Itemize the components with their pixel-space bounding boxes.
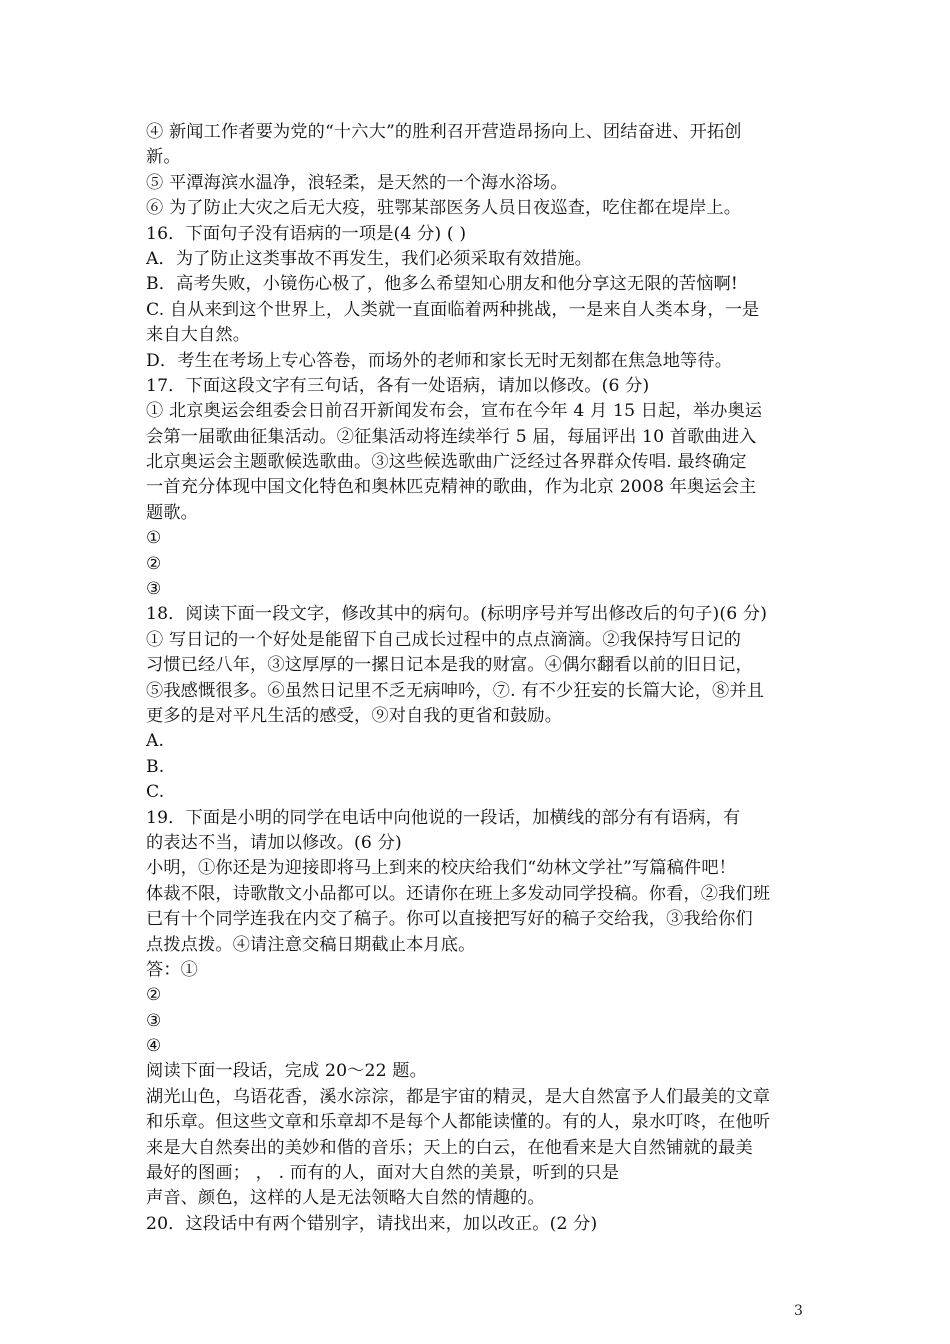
question-20-title: 20．这段话中有两个错别字，请找出来，加以改正。(2 分) bbox=[146, 1213, 598, 1234]
text-line: 最好的图画； ， . 而有的人，面对大自然的美景，听到的只是 bbox=[146, 1163, 620, 1184]
text-line: 和乐章。但这些文章和乐章却不是每个人都能读懂的。有的人，泉水叮咚，在他听 bbox=[146, 1112, 771, 1133]
text-line: 更多的是对平凡生活的感受，⑨对自我的更省和鼓励。 bbox=[146, 705, 563, 726]
text-line: ⑤我感慨很多。⑥虽然日记里不乏无病呻吟，⑦. 有不少狂妄的长篇大论，⑧并且 bbox=[146, 680, 765, 701]
text-line: 来自大自然。 bbox=[146, 325, 251, 346]
text-line: 小明，①你还是为迎接即将马上到来的校庆给我们“幼林文学社”写篇稿件吧！ bbox=[146, 858, 737, 879]
question-19-title: 19．下面是小明的同学在电话中向他说的一段话，加横线的部分有有语病，有 bbox=[146, 807, 741, 828]
text-line: 习惯已经八年，③这厚厚的一摞日记本是我的财富。④偶尔翻看以前的旧日记， bbox=[146, 655, 753, 676]
option-b: B．高考失败，小镜伤心极了，他多么希望知心朋友和他分享这无限的苦恼啊! bbox=[146, 274, 738, 295]
text-line: 题歌。 bbox=[146, 502, 199, 523]
answer-marker: A. bbox=[146, 731, 165, 752]
text-line: ⑤ 平潭海滨水温净，浪轻柔，是天然的一个海水浴场。 bbox=[146, 172, 568, 193]
answer-marker: ② bbox=[146, 985, 162, 1006]
answer-marker: 答：① bbox=[146, 959, 199, 980]
answer-marker: C. bbox=[146, 782, 165, 803]
answer-marker: ④ bbox=[146, 1036, 162, 1057]
text-line: ⑥ 为了防止大灾之后无大疫，驻鄂某部医务人员日夜巡查，吃住都在堤岸上。 bbox=[146, 198, 742, 219]
answer-marker: ① bbox=[146, 528, 162, 549]
text-line: 来是大自然奏出的美妙和偕的音乐；天上的白云，在他看来是大自然铺就的最美 bbox=[146, 1137, 753, 1158]
option-d: D．考生在考场上专心答卷，而场外的老师和家长无时无刻都在焦急地等待。 bbox=[146, 350, 733, 371]
text-line: 声音、颜色，这样的人是无法领略大自然的情趣的。 bbox=[146, 1188, 545, 1209]
text-line: 点拨点拨。④请注意交稿日期截止本月底。 bbox=[146, 934, 476, 955]
reading-instruction: 阅读下面一段话，完成 20～22 题。 bbox=[146, 1061, 427, 1082]
answer-marker: ③ bbox=[146, 1010, 162, 1031]
text-line: 已有十个同学连我在内交了稿子。你可以直接把写好的稿子交给我，③我给你们 bbox=[146, 909, 753, 930]
text-line: 北京奥运会主题歌候选歌曲。③这些候选歌曲广泛经过各界群众传唱. 最终确定 bbox=[146, 452, 747, 473]
answer-marker: ② bbox=[146, 553, 162, 574]
text-line: 体裁不限，诗歌散文小品都可以。还请你在班上多发动同学投稿。你看，②我们班 bbox=[146, 883, 771, 904]
document-text bbox=[146, 120, 816, 1237]
text-line: 湖光山色，乌语花香，溪水淙淙，都是宇宙的精灵，是大自然富予人们最美的文章 bbox=[146, 1086, 771, 1107]
text-line: ① 北京奥运会组委会日前召开新闻发布会，宣布在今年 4 月 15 日起，举办奥运 bbox=[146, 401, 763, 422]
question-16-title: 16．下面句子没有语病的一项是(4 分) ( ) bbox=[146, 223, 467, 244]
text-line: 新。 bbox=[146, 147, 181, 168]
question-18-title: 18．阅读下面一段文字，修改其中的病句。(标明序号并写出修改后的句子)(6 分) bbox=[146, 604, 768, 625]
text-line: 一首充分体现中国文化特色和奥林匹克精神的歌曲，作为北京 2008 年奥运会主 bbox=[146, 477, 757, 498]
text-line: 会第一届歌曲征集活动。②征集活动将连续举行 5 届，每届评出 10 首歌曲进入 bbox=[146, 426, 757, 447]
answer-marker: ③ bbox=[146, 579, 162, 600]
answer-marker: B. bbox=[146, 756, 165, 777]
question-17-title: 17．下面这段文字有三句话，各有一处语病，请加以修改。(6 分) bbox=[146, 375, 650, 396]
option-c: C. 自从来到这个世界上，人类就一直面临着两种挑战，一是来自人类本身，一是 bbox=[146, 299, 760, 320]
text-line: ④ 新闻工作者要为党的“十六大”的胜利召开营造昂扬向上、团结奋进、开拓创 bbox=[146, 122, 742, 142]
option-a: A．为了防止这类事故不再发生，我们必须采取有效措施。 bbox=[146, 248, 593, 269]
page-number: 3 bbox=[794, 1303, 803, 1319]
text-line: ① 写日记的一个好处是能留下自己成长过程中的点点滴滴。②我保持写日记的 bbox=[146, 629, 742, 650]
text-line: 的表达不当，请加以修改。(6 分) bbox=[146, 832, 402, 853]
